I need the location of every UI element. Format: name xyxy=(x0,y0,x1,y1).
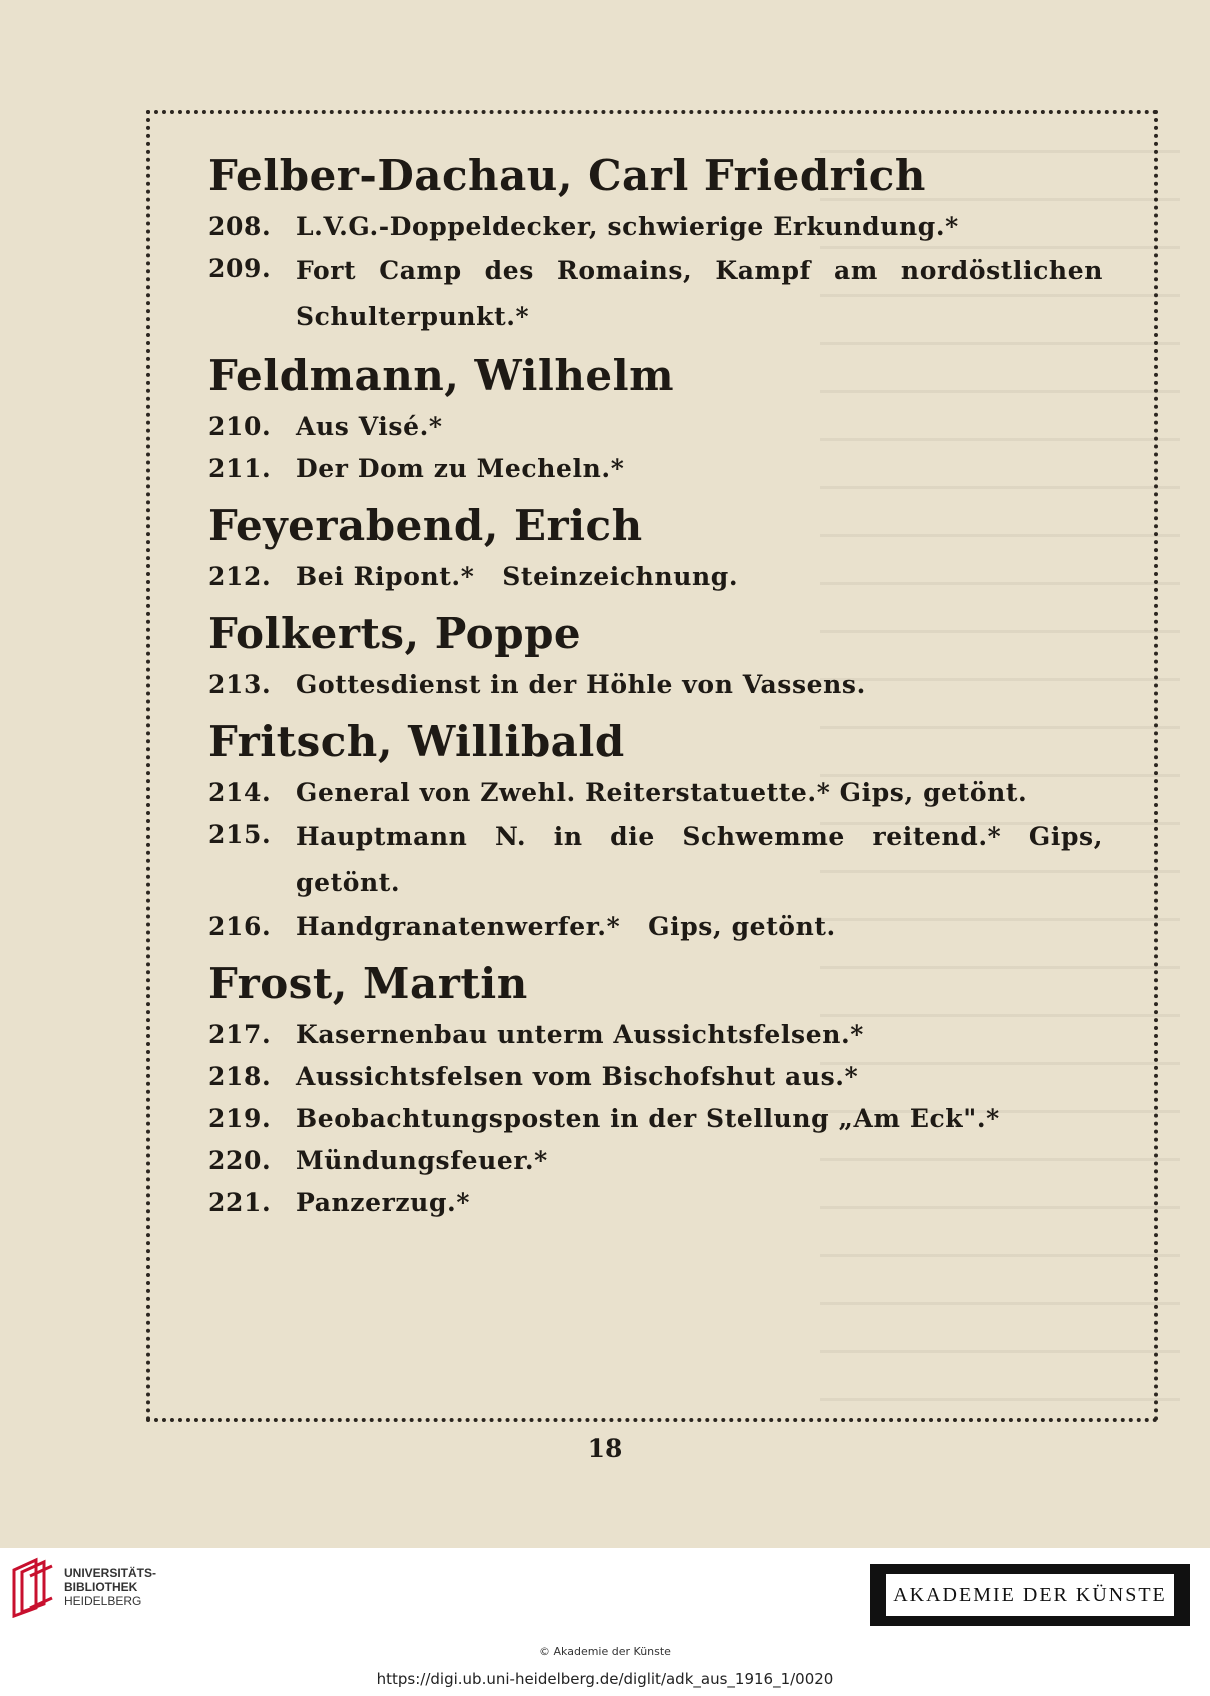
catalog-entry xyxy=(208,448,1103,490)
artist-block xyxy=(208,958,1103,1224)
university-library-logo[interactable] xyxy=(10,1556,170,1618)
library-line-2: BIBLIOTHEK xyxy=(64,1580,138,1594)
copyright-notice: © Akademie der Künste xyxy=(539,1645,671,1658)
artist-name: Feyerabend, Erich xyxy=(208,501,643,550)
entry-title: Panzerzug.* xyxy=(296,1188,471,1217)
artist-block xyxy=(208,150,1103,340)
catalog-entry xyxy=(208,814,1103,906)
entry-number: 208. xyxy=(208,212,272,241)
entry-title: General von Zwehl. Reiterstatuette.* Gips, getönt. xyxy=(296,778,1028,807)
catalog-entry xyxy=(208,206,1103,248)
entry-number: 212. xyxy=(208,562,272,591)
catalog-entry xyxy=(208,772,1103,814)
entry-title: Beobachtungsposten in der Stellung „Am Eck".* xyxy=(296,1104,1000,1133)
akademie-logo-text: AKADEMIE DER KÜNSTE xyxy=(886,1574,1174,1616)
akademie-logo[interactable] xyxy=(870,1564,1190,1626)
artist-name: Fritsch, Willibald xyxy=(208,717,625,766)
entry-title: Hauptmann N. in die Schwemme reitend.* Gips, getönt. xyxy=(296,822,1103,897)
entry-number: 209. xyxy=(208,254,272,283)
entry-number: 217. xyxy=(208,1020,272,1049)
entry-number: 221. xyxy=(208,1188,272,1217)
artist-name: Frost, Martin xyxy=(208,959,528,1008)
entry-title: L.V.G.-Doppeldecker, schwierige Erkundung.* xyxy=(296,212,959,241)
entry-number: 218. xyxy=(208,1062,272,1091)
catalog-entry xyxy=(208,406,1103,448)
entry-title: Fort Camp des Romains, Kampf am nordöstlichen Schulterpunkt.* xyxy=(296,256,1103,331)
catalog-content xyxy=(208,150,1103,1224)
entry-title: Handgranatenwerfer.* Gips, getönt. xyxy=(296,912,836,941)
entry-number: 210. xyxy=(208,412,272,441)
entry-number: 216. xyxy=(208,912,272,941)
entry-title: Aussichtsfelsen vom Bischofshut aus.* xyxy=(296,1062,859,1091)
ub-heidelberg-mark-icon xyxy=(10,1556,56,1618)
artist-block xyxy=(208,350,1103,490)
entry-title: Mündungsfeuer.* xyxy=(296,1146,548,1175)
page-number: 18 xyxy=(587,1434,623,1463)
library-line-1: UNIVERSITÄTS- xyxy=(64,1566,157,1580)
artist-block xyxy=(208,608,1103,706)
catalog-entry xyxy=(208,1014,1103,1056)
catalog-entry xyxy=(208,1140,1103,1182)
artist-name: Folkerts, Poppe xyxy=(208,609,582,658)
artist-block xyxy=(208,500,1103,598)
entry-number: 213. xyxy=(208,670,272,699)
artist-name: Felber-Dachau, Carl Friedrich xyxy=(208,151,926,200)
catalog-entry xyxy=(208,248,1103,340)
catalog-entry xyxy=(208,1182,1103,1224)
catalog-entry xyxy=(208,1098,1103,1140)
entry-title: Bei Ripont.* Steinzeichnung. xyxy=(296,562,739,591)
catalog-entry xyxy=(208,1056,1103,1098)
entry-title: Kasernenbau unterm Aussichtsfelsen.* xyxy=(296,1020,864,1049)
entry-number: 215. xyxy=(208,820,272,849)
artist-block xyxy=(208,716,1103,948)
artist-name: Feldmann, Wilhelm xyxy=(208,351,675,400)
library-name xyxy=(64,1566,156,1608)
entry-number: 219. xyxy=(208,1104,272,1133)
permalink-url[interactable]: https://digi.ub.uni-heidelberg.de/diglit/adk_aus_1916_1/0020 xyxy=(376,1670,834,1688)
entry-number: 211. xyxy=(208,454,272,483)
catalog-entry xyxy=(208,556,1103,598)
catalog-entry xyxy=(208,906,1103,948)
entry-title: Der Dom zu Mecheln.* xyxy=(296,454,625,483)
entry-title: Gottesdienst in der Höhle von Vassens. xyxy=(296,670,866,699)
entry-number: 220. xyxy=(208,1146,272,1175)
entry-title: Aus Visé.* xyxy=(296,412,443,441)
catalog-entry xyxy=(208,664,1103,706)
library-line-3: HEIDELBERG xyxy=(64,1594,142,1608)
entry-number: 214. xyxy=(208,778,272,807)
